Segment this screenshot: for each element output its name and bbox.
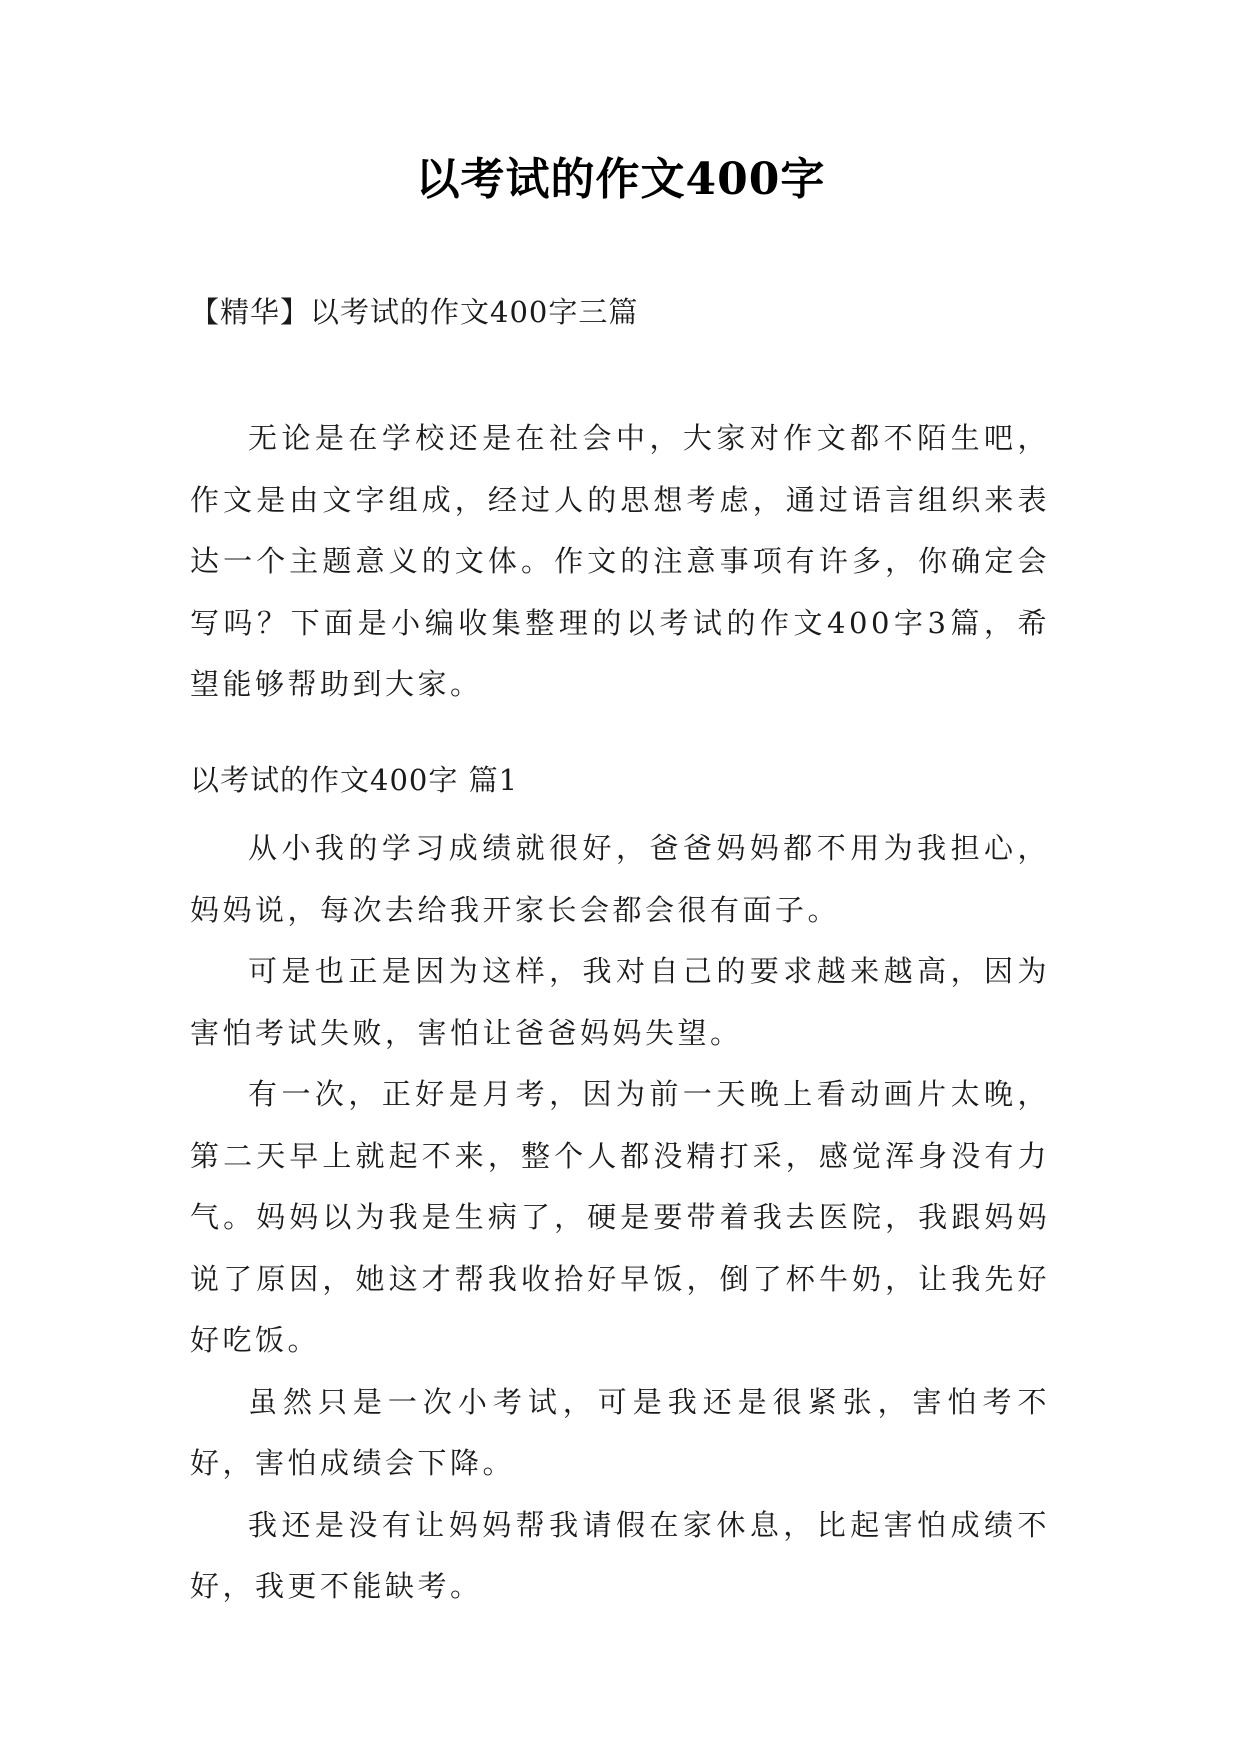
essay-paragraph: 我还是没有让妈妈帮我请假在家休息，比起害怕成绩不好，我更不能缺考。 bbox=[190, 1507, 1050, 1603]
essay-paragraph: 从小我的学习成绩就很好，爸爸妈妈都不用为我担心，妈妈说，每次去给我开家长会都会很有面子。 bbox=[190, 831, 1050, 927]
section-heading: 以考试的作文400字 篇1 bbox=[190, 763, 519, 797]
essay-paragraph: 有一次，正好是月考，因为前一天晚上看动画片太晚，第二天早上就起不来，整个人都没精打采，感觉浑身没有力气。妈妈以为我是生病了，硬是要带着我去医院，我跟妈妈说了原因，她这才帮我收拾好早饭，倒了杯牛奶，让我先好好吃饭。 bbox=[190, 1077, 1050, 1357]
essay-paragraph: 虽然只是一次小考试，可是我还是很紧张，害怕考不好，害怕成绩会下降。 bbox=[190, 1384, 1050, 1480]
intro-block bbox=[190, 408, 1050, 716]
essay-body bbox=[190, 818, 1050, 1618]
essay-paragraph: 可是也正是因为这样，我对自己的要求越来越高，因为害怕考试失败，害怕让爸爸妈妈失望。 bbox=[190, 954, 1050, 1050]
intro-paragraph: 无论是在学校还是在社会中，大家对作文都不陌生吧，作文是由文字组成，经过人的思想考虑，通过语言组织来表达一个主题意义的文体。作文的注意事项有许多，你确定会写吗？下面是小编收集整理的以考试的作文400字3篇，希望能够帮助到大家。 bbox=[190, 421, 1050, 701]
page-title: 以考试的作文400字 bbox=[415, 154, 826, 205]
document-subtitle: 【精华】以考试的作文400字三篇 bbox=[190, 295, 639, 329]
